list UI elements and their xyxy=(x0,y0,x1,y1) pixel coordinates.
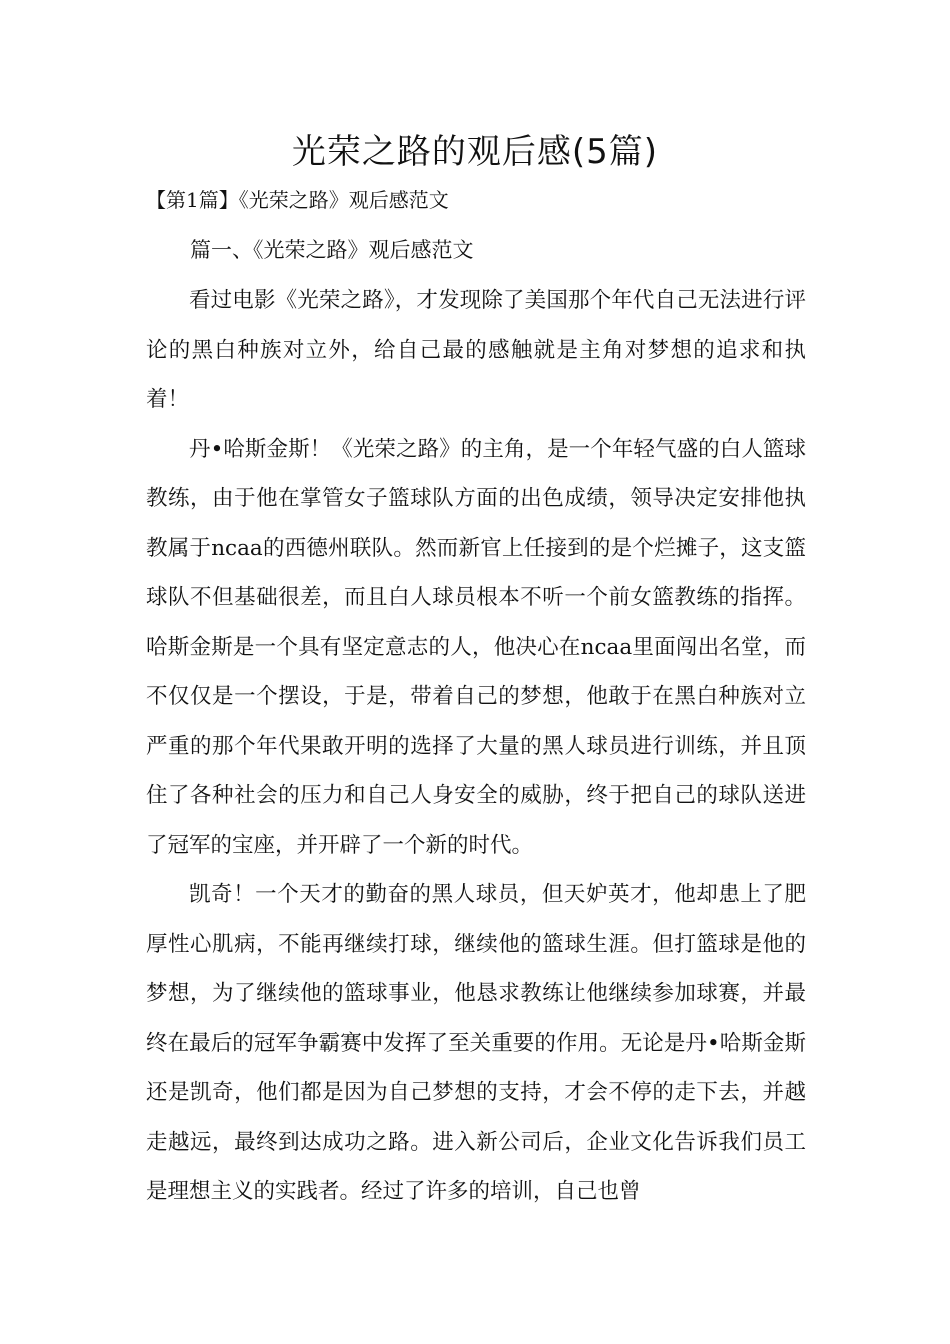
sub-heading: 篇一、《光荣之路》观后感范文 xyxy=(190,238,474,262)
paragraph-1: 看过电影《光荣之路》，才发现除了美国那个年代自己无法进行评论的黑白种族对立外，给自己最的感触就是主角对梦想的追求和执着！ xyxy=(146,288,806,412)
paragraph-3: 凯奇！一个天才的勤奋的黑人球员，但天妒英才，他却患上了肥厚性心肌病，不能再继续打球，继续他的篮球生涯。但打篮球是他的梦想，为了继续他的篮球事业，他恳求教练让他继续参加球赛，并最终在最后的冠军争霸赛中发挥了至关重要的作用。无论是丹•哈斯金斯还是凯奇，他们都是因为自己梦想的支持，才会不停的走下去，并越走越远，最终到达成功之路。进入新公司后，企业文化告诉我们员工是理想主义的实践者。经过了许多的培训，自己也曾 xyxy=(146,882,806,1204)
document-title: 光荣之路的观后感(5篇) xyxy=(291,132,659,172)
article-body xyxy=(146,276,806,1217)
paragraph-2: 丹•哈斯金斯！《光荣之路》的主角，是一个年轻气盛的白人篮球教练，由于他在掌管女子篮球队方面的出色成绩，领导决定安排他执教属于ncaa的西德州联队。然而新官上任接到的是个烂摊子，这支篮球队不但基础很差，而且白人球员根本不听一个前女篮教练的指挥。哈斯金斯是一个具有坚定意志的人，他决心在ncaa里面闯出名堂，而不仅仅是一个摆设，于是，带着自己的梦想，他敢于在黑白种族对立严重的那个年代果敢开明的选择了大量的黑人球员进行训练，并且顶住了各种社会的压力和自己人身安全的威胁，终于把自己的球队送进了冠军的宝座，并开辟了一个新的时代。 xyxy=(146,436,806,858)
section-heading: 【第1篇】《光荣之路》观后感范文 xyxy=(146,188,449,212)
